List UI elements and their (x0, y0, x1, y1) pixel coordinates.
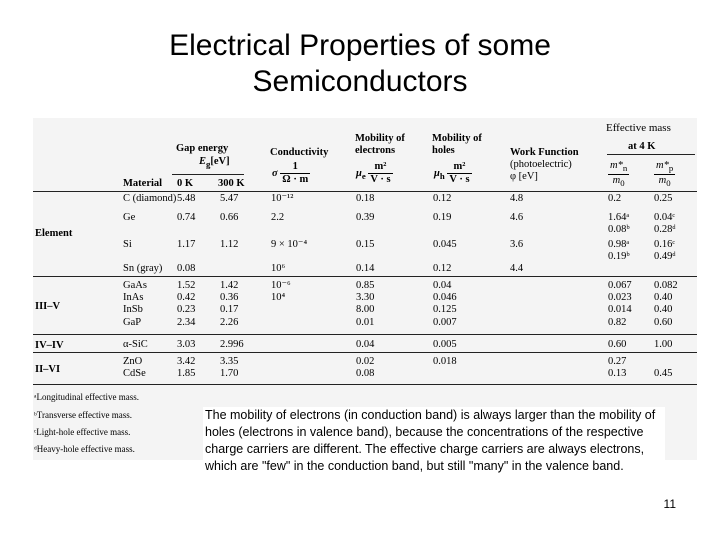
cell-material: Sn (gray) (123, 263, 163, 274)
cell-mue: 0.15 (356, 239, 375, 250)
cell-mue: 0.01 (356, 317, 375, 328)
cell-mue: 0.04 (356, 339, 375, 350)
divider-at4k (607, 154, 695, 155)
cell-g300: 1.70 (220, 368, 239, 379)
cell-g0: 1.17 (177, 239, 196, 250)
cell-g0: 1.85 (177, 368, 196, 379)
footnote-b: ᵇTransverse effective mass. (34, 410, 133, 420)
cell-g300: 3.35 (220, 356, 239, 367)
header-gap-energy: Gap energy (176, 143, 229, 154)
header-gap-unit: $E_g[eV]$ (199, 156, 230, 170)
header-0k: 0 K (177, 178, 194, 189)
cell-material: CdSe (123, 368, 146, 379)
header-mobility-electrons: Mobility of (355, 133, 405, 144)
cell-mp: 0.082 (654, 280, 678, 291)
cell-g300: 1.42 (220, 280, 239, 291)
cell-mn: 0.82 (608, 317, 627, 328)
cell-mn: 0.13 (608, 368, 627, 379)
cell-mue: 0.85 (356, 280, 375, 291)
cell-g0: 5.48 (177, 193, 196, 204)
header-mobility-electrons-2: electrons (355, 145, 396, 156)
group-element: Element (35, 228, 73, 239)
cell-mue: 0.39 (356, 212, 375, 223)
cell-g300: 2.26 (220, 317, 239, 328)
cell-mue: 0.18 (356, 193, 375, 204)
caption-text: The mobility of electrons (in conduction band) is always larger than the mobility of holes (electrons in valence band), because the concentrations of the respective charge carriers are different. The effective charge carriers are always electrons, which are "few" in the conduction band, but still "many" in the valence band. (203, 407, 665, 475)
cell-cond: 10⁶ (271, 263, 286, 274)
cell-g0: 3.42 (177, 356, 196, 367)
cell-muh: 0.045 (433, 239, 457, 250)
cell-g0: 1.52 (177, 280, 196, 291)
cell-g300: 5.47 (220, 193, 239, 204)
cell-mn: 0.2 (608, 193, 622, 204)
cell-mn: 1.64ᵃ (608, 212, 630, 223)
header-mobility-holes: Mobility of (432, 133, 482, 144)
header-300k: 300 K (218, 178, 245, 189)
cell-mp: 0.45 (654, 368, 673, 379)
group-ii-vi: II–VI (35, 364, 61, 375)
group-iv-iv: IV–IV (35, 340, 64, 351)
cell-mn: 0.19ᵇ (608, 251, 630, 262)
cell-muh: 0.007 (433, 317, 457, 328)
footnote-a: ᵃLongitudinal effective mass. (34, 392, 140, 402)
table-header-rule (33, 191, 697, 192)
cell-muh: 0.005 (433, 339, 457, 350)
cell-material: Ge (123, 212, 136, 223)
cell-mue: 3.30 (356, 292, 375, 303)
header-conductivity: Conductivity (270, 147, 329, 158)
slide-title (0, 28, 720, 100)
cell-cond: 9 × 10⁻⁴ (271, 239, 308, 250)
cell-mp: 0.40 (654, 304, 673, 315)
rule-element-end (33, 276, 697, 277)
cell-muh: 0.046 (433, 292, 457, 303)
cell-mn: 0.067 (608, 280, 632, 291)
cell-mp: 1.00 (654, 339, 673, 350)
cell-g0: 0.74 (177, 212, 196, 223)
cell-mue: 0.14 (356, 263, 375, 274)
cell-cond: 10⁻¹² (271, 193, 294, 204)
cell-material: InSb (123, 304, 143, 315)
cell-mp: 0.40 (654, 292, 673, 303)
cell-g0: 3.03 (177, 339, 196, 350)
cell-cond: 2.2 (271, 212, 285, 223)
divider-gap (172, 174, 244, 175)
cell-g0: 0.23 (177, 304, 196, 315)
cell-g300: 0.36 (220, 292, 239, 303)
header-at-4k: at 4 K (628, 141, 656, 152)
header-phi: φ [eV] (510, 171, 538, 182)
header-conductivity-unit: σ $\frac{1}{\Omega \cdot m}$ (272, 161, 309, 185)
cell-muh: 0.19 (433, 212, 452, 223)
header-mobility-holes-unit: $\mu_h$ $\frac{\text{m²}}{V \cdot s}$ (434, 161, 470, 185)
header-mobility-holes-2: holes (432, 145, 455, 156)
cell-material: InAs (123, 292, 144, 303)
group-iii-v: III–V (35, 301, 61, 312)
cell-g0: 0.08 (177, 263, 196, 274)
header-mobility-electrons-unit: $\mu_e$ $\frac{\text{m²}}{V \cdot s}$ (356, 161, 391, 185)
cell-mn: 0.08ᵇ (608, 224, 630, 235)
cell-material: ZnO (123, 356, 143, 367)
cell-mue: 0.08 (356, 368, 375, 379)
cell-mn: 0.27 (608, 356, 627, 367)
header-work-function: Work Function (510, 147, 579, 158)
rule-table-end (33, 384, 697, 385)
cell-muh: 0.018 (433, 356, 457, 367)
cell-g300: 2.996 (220, 339, 244, 350)
cell-cond: 10⁴ (271, 292, 286, 303)
cell-muh: 0.12 (433, 193, 452, 204)
title-line-2: Semiconductors (252, 65, 468, 98)
cell-mp: 0.60 (654, 317, 673, 328)
rule-iv-iv-end (33, 352, 697, 353)
cell-muh: 0.04 (433, 280, 452, 291)
header-material: Material (123, 178, 163, 189)
cell-mp: 0.16ᶜ (654, 239, 676, 250)
cell-g300: 1.12 (220, 239, 239, 250)
cell-mp: 0.04ᶜ (654, 212, 676, 223)
cell-mn: 0.98ᵃ (608, 239, 630, 250)
cell-material: C (diamond) (123, 193, 177, 204)
cell-phi: 3.6 (510, 239, 524, 250)
page-number: 11 (663, 497, 676, 511)
footnote-c: ᶜLight-hole effective mass. (34, 427, 131, 437)
footnote-d: ᵈHeavy-hole effective mass. (34, 444, 135, 454)
cell-phi: 4.6 (510, 212, 524, 223)
cell-muh: 0.12 (433, 263, 452, 274)
cell-material: GaP (123, 317, 142, 328)
cell-phi: 4.4 (510, 263, 524, 274)
cell-g300: 0.66 (220, 212, 239, 223)
cell-mn: 0.023 (608, 292, 632, 303)
cell-g0: 2.34 (177, 317, 196, 328)
header-work-function-2: (photoelectric) (510, 159, 572, 170)
cell-g0: 0.42 (177, 292, 196, 303)
rule-iii-v-end (33, 334, 697, 335)
cell-mn: 0.60 (608, 339, 627, 350)
header-mn: $\frac{m*_n}{m_0}$ (610, 160, 628, 189)
cell-mp: 0.25 (654, 193, 673, 204)
cell-phi: 4.8 (510, 193, 524, 204)
cell-material: α-SiC (123, 339, 148, 350)
cell-mp: 0.49ᵈ (654, 251, 676, 262)
cell-mp: 0.28ᵈ (654, 224, 676, 235)
cell-muh: 0.125 (433, 304, 457, 315)
cell-mue: 0.02 (356, 356, 375, 367)
cell-cond: 10⁻⁶ (271, 280, 291, 291)
title-line-1: Electrical Properties of some (169, 29, 551, 62)
cell-mn: 0.014 (608, 304, 632, 315)
header-mp: $\frac{m*_p}{m_0}$ (656, 160, 674, 189)
cell-g300: 0.17 (220, 304, 239, 315)
cell-material: GaAs (123, 280, 147, 291)
cell-mue: 8.00 (356, 304, 375, 315)
cell-material: Si (123, 239, 132, 250)
effective-mass-label: Effective mass (606, 122, 671, 134)
